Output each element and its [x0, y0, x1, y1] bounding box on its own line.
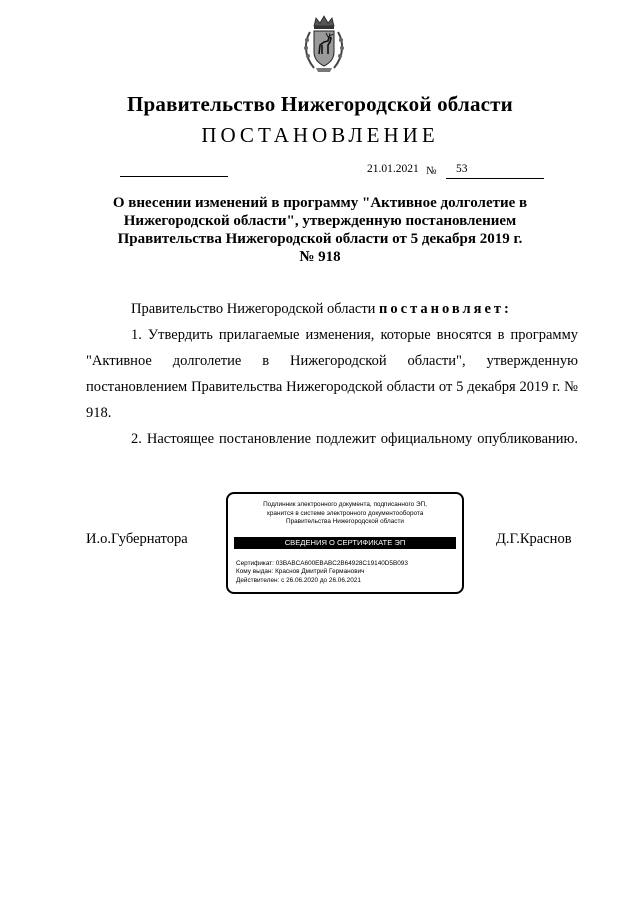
document-body — [86, 296, 578, 452]
number-sign: № — [426, 165, 437, 177]
stamp-header — [228, 501, 462, 527]
item-2: 2. Настоящее постановление подлежит официальному опубликованию. — [131, 431, 578, 447]
certificate-info-bar: СВЕДЕНИЯ О СЕРТИФИКАТЕ ЭП — [234, 537, 456, 549]
signer-name: Д.Г.Краснов — [496, 531, 572, 547]
resolves-text: постановляет: — [379, 301, 512, 317]
certificate-validity: Действителен: с 26.06.2020 до 26.06.2021 — [236, 576, 361, 584]
stamp-line: Подлинник электронного документа, подписанного ЭП, — [263, 501, 427, 508]
signer-role: И.о.Губернатора — [86, 531, 188, 547]
intro-paragraph — [86, 296, 578, 322]
document-type: ПОСТАНОВЛЕНИЕ — [201, 123, 439, 147]
certificate-details — [236, 560, 408, 585]
coat-of-arms-icon — [302, 14, 346, 74]
intro-text: Правительство Нижегородской области — [131, 301, 380, 317]
electronic-signature-stamp — [226, 492, 464, 594]
document-date: 21.01.2021 — [367, 163, 419, 175]
certificate-owner: Кому выдан: Краснов Дмитрий Германович — [236, 568, 365, 576]
document-heading: О внесении изменений в программу "Активное долголетие в Нижегородской области", утвержденную постановлением Правительства Нижегородской области от 5 декабря 2019 г. № 918 — [112, 195, 528, 265]
item-1: 1. Утвердить прилагаемые изменения, которые вносятся в программу "Активное долголетие в Нижегородской области", утвержденную постановлением Правительства Нижегородской области от 5 декабря 2019 г. № 918. — [86, 327, 578, 421]
government-title: Правительство Нижегородской области — [127, 92, 513, 116]
date-blank-line — [120, 176, 228, 177]
stamp-line: Правительства Нижегородской области — [285, 518, 405, 525]
certificate-serial: Сертификат: 03BABCA600EBABC2B64928C19140D5B093 — [236, 560, 408, 567]
stamp-line: хранится в системе электронного документооборота — [266, 509, 424, 517]
document-number: 53 — [446, 163, 544, 179]
